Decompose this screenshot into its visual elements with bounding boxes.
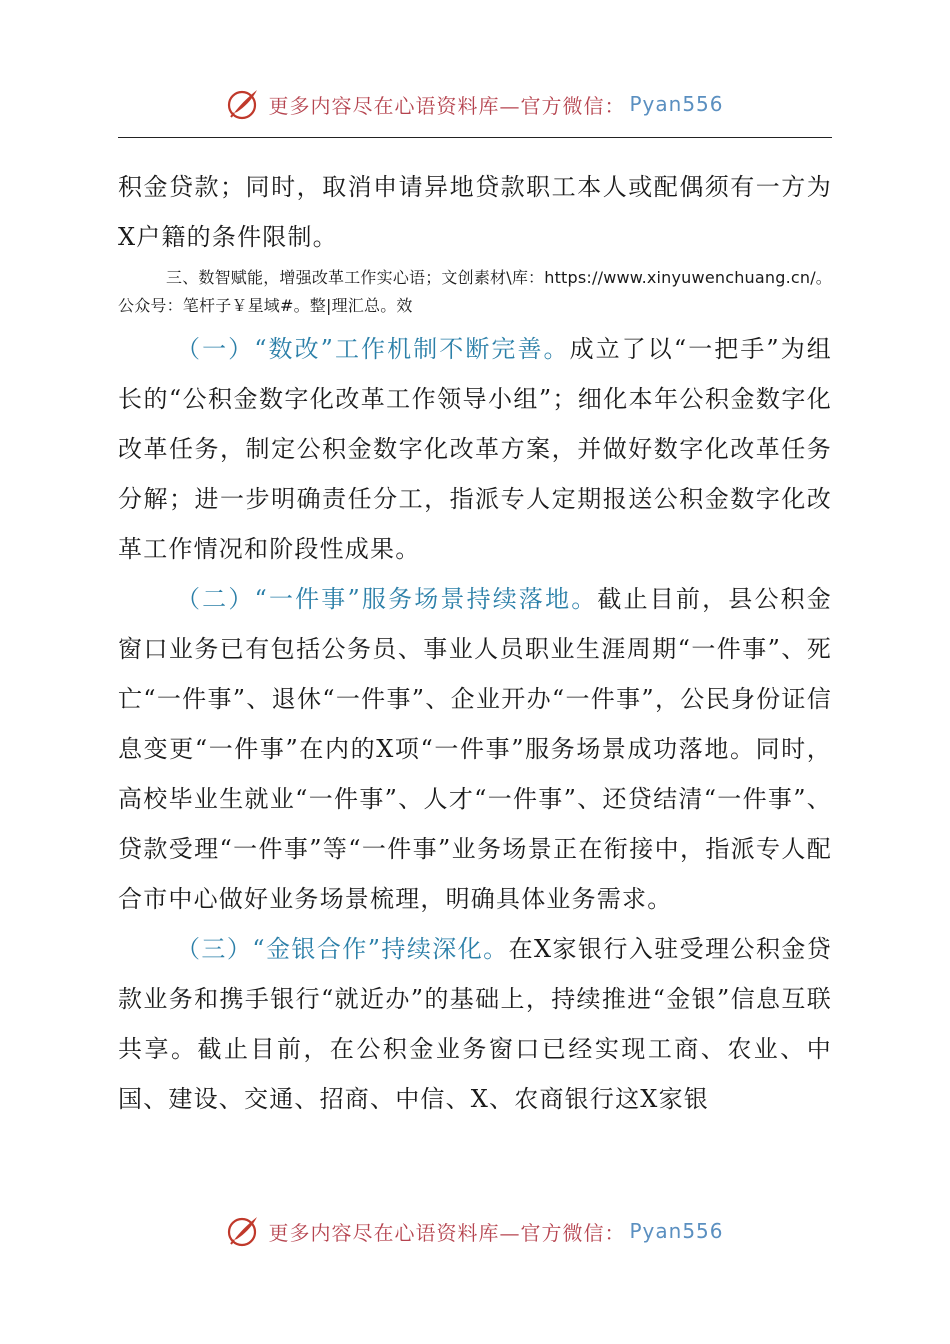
section-1-paragraph	[118, 324, 832, 574]
page-footer	[0, 1207, 950, 1255]
section-2-text: 截止目前，县公积金窗口业务已有包括公务员、事业人员职业生涯周期“一件事”、死亡“一件事”、退休“一件事”、企业开办“一件事”，公民身份证信息变更“一件事”在内的X项“一件事”服务场景成功落地。同时，高校毕业生就业“一件事”、人才“一件事”、还贷结清“一件事”、贷款受理“一件事”等“一件事”业务场景正在衔接中，指派专人配合市中心做好业务场景梳理，明确具体业务需求。	[118, 585, 832, 913]
footer-brand-wechat-id: Pyan556	[629, 1219, 724, 1243]
section-3-text: 在X家银行入驻受理公积金贷款业务和携手银行“就近办”的基础上，持续推进“金银”信息互联共享。截止目前，在公积金业务窗口已经实现工商、农业、中国、建设、交通、招商、中信、X、农商银行这X家银	[118, 935, 833, 1113]
footer-brand-banner	[226, 1214, 723, 1248]
section-three-title-line: 三、数智赋能，增强改革工作实心语；文创素材\库：https://www.xinyuwenchuang.cn/。公众号：笔杆子￥星域#。整|理汇总。效	[118, 268, 832, 315]
paragraph: 积金贷款；同时，取消申请异地贷款职工本人或配偶须有一方为X户籍的条件限制。	[118, 173, 832, 251]
header-divider	[118, 137, 832, 138]
brand-wechat-id: Pyan556	[629, 92, 724, 116]
section-2-heading: （二）“一件事”服务场景持续落地。	[176, 585, 598, 613]
section-1-text: 成立了以“一把手”为组长的“公积金数字化改革工作领导小组”；细化本年公积金数字化改革任务，制定公积金数字化改革方案，并做好数字化改革任务分解；进一步明确责任分工，指派专人定期报送公积金数字化改革工作情况和阶段性成果。	[118, 335, 832, 563]
brand-banner	[226, 87, 723, 121]
section-3-paragraph	[118, 924, 832, 1124]
page-header	[0, 80, 950, 128]
section-3-heading: （三）“金银合作”持续深化。	[176, 935, 509, 963]
section-2-paragraph	[118, 574, 832, 924]
quill-logo-icon	[226, 87, 260, 121]
brand-slogan: 更多内容尽在心语资料库—官方微信：	[268, 93, 626, 118]
quill-logo-icon	[226, 1214, 260, 1248]
footer-brand-slogan: 更多内容尽在心语资料库—官方微信：	[268, 1220, 626, 1245]
document-body	[118, 162, 832, 1124]
section-1-heading: （一）“数改”工作机制不断完善。	[176, 335, 570, 363]
